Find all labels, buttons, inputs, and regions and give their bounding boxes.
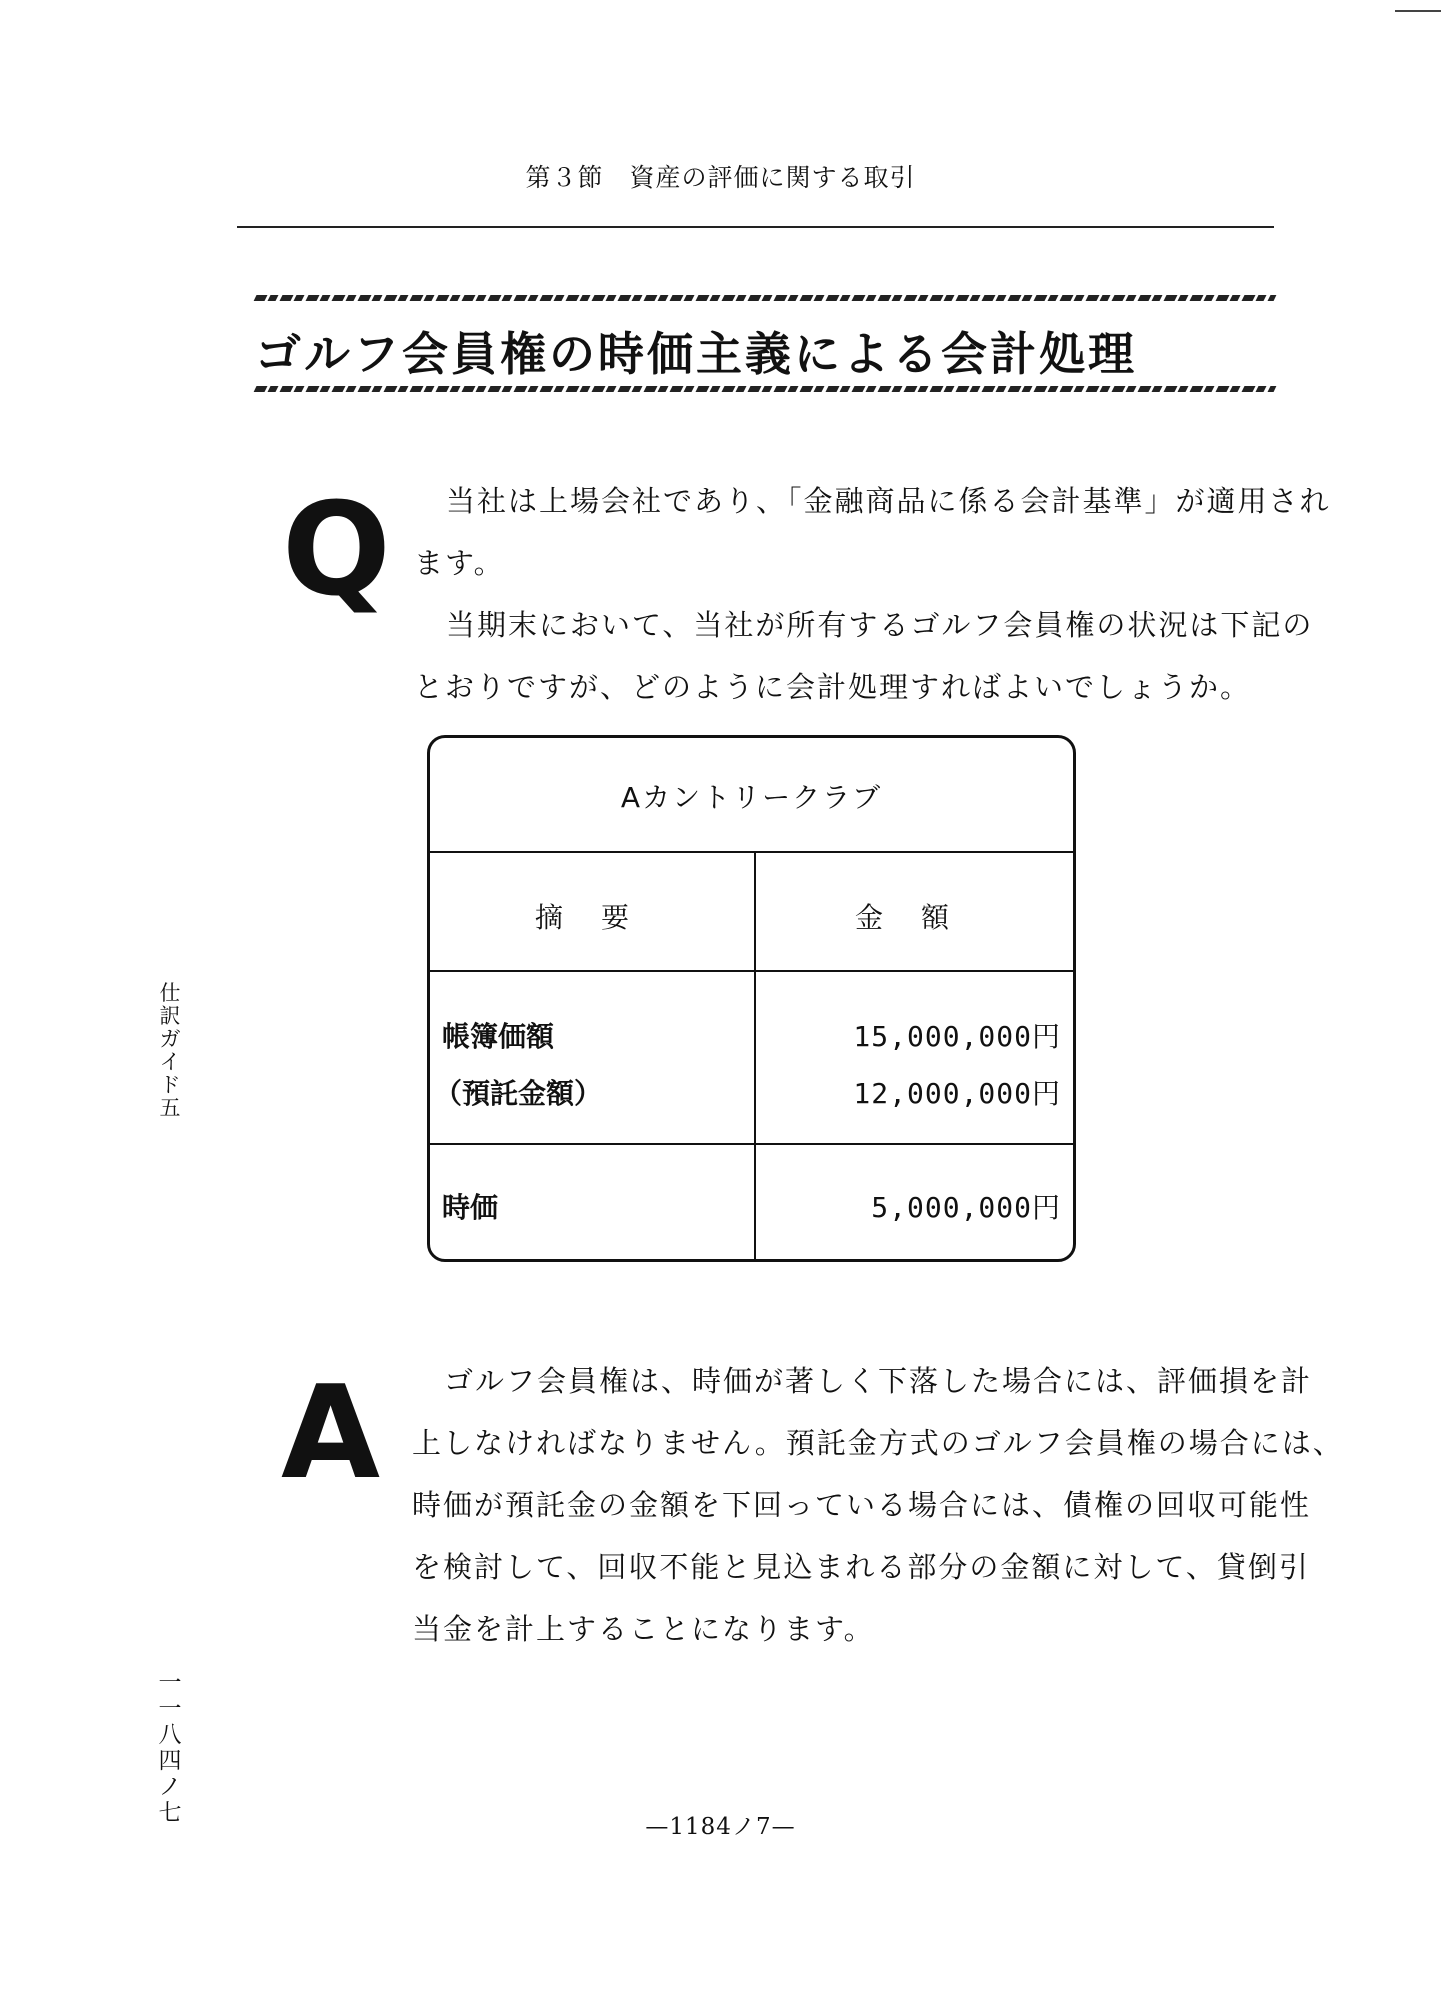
row-label-deposit: （預託金額） <box>434 1077 603 1110</box>
answer-line: 時価が預託金の金額を下回っている場合には、債権の回収可能性 <box>412 1488 1312 1522</box>
side-guide-char: ド <box>159 1073 181 1097</box>
side-page-char: 四 <box>158 1748 182 1774</box>
question-line: 当期末において、当社が所有するゴルフ会員権の状況は下記の <box>446 608 1314 642</box>
answer-text <box>412 1350 1344 1660</box>
question-line: とおりですが、どのように会計処理すればよいでしょうか。 <box>414 670 1252 704</box>
question-letter: Q <box>282 476 391 625</box>
footer-page-number: —1184ノ7— <box>645 1814 796 1840</box>
corner-mark <box>1395 10 1441 12</box>
row-label-market-value: 時価 <box>442 1191 499 1224</box>
header-rule <box>237 226 1274 228</box>
side-page-number <box>150 1670 190 1826</box>
side-guide-char: イ <box>159 1050 181 1074</box>
side-page-char: ノ <box>158 1774 182 1800</box>
title-bottom-rule <box>254 386 1277 392</box>
side-guide-char: 訳 <box>159 1004 181 1028</box>
side-guide-label <box>150 982 190 1120</box>
membership-table <box>427 735 1076 1262</box>
header-description: 摘要 <box>535 901 668 934</box>
question-line: 当社は上場会社であり、「金融商品に係る会計基準」が適用され <box>446 484 1331 518</box>
question-text <box>414 470 1331 718</box>
row-value-deposit: 12,000,000円 <box>853 1077 1061 1110</box>
answer-line: 当金を計上することになります。 <box>412 1612 875 1646</box>
section-header: 第３節 資産の評価に関する取引 <box>525 163 916 192</box>
table-divider <box>430 1143 1073 1145</box>
title-top-rule <box>254 295 1277 301</box>
question-line: ます。 <box>414 546 505 580</box>
table-title: Aカントリークラブ <box>620 781 883 814</box>
answer-letter: A <box>281 1359 381 1508</box>
answer-line: ゴルフ会員権は、時価が著しく下落した場合には、評価損を計 <box>444 1364 1313 1398</box>
row-value-market-value: 5,000,000円 <box>871 1191 1061 1224</box>
row-value-book-value: 15,000,000円 <box>853 1020 1061 1053</box>
answer-line: を検討して、回収不能と見込まれる部分の金額に対して、貸倒引 <box>412 1550 1310 1584</box>
answer-line: 上しなければなりません。預託金方式のゴルフ会員権の場合には、 <box>412 1426 1344 1460</box>
row-label-book-value: 帳簿価額 <box>442 1020 555 1053</box>
page-title: ゴルフ会員権の時価主義による会計処理 <box>255 327 1137 381</box>
side-guide-char: ガ <box>159 1027 181 1051</box>
side-guide-char: 仕 <box>159 981 181 1005</box>
side-guide-char: 五 <box>159 1096 181 1120</box>
side-page-char: 一 <box>158 1670 182 1696</box>
side-page-char: 八 <box>158 1722 182 1748</box>
header-amount: 金額 <box>855 901 988 934</box>
column-divider <box>754 851 756 1262</box>
table-divider <box>430 970 1073 972</box>
side-page-char: 一 <box>158 1696 182 1722</box>
table-divider <box>430 851 1073 853</box>
side-page-char: 七 <box>158 1800 182 1826</box>
